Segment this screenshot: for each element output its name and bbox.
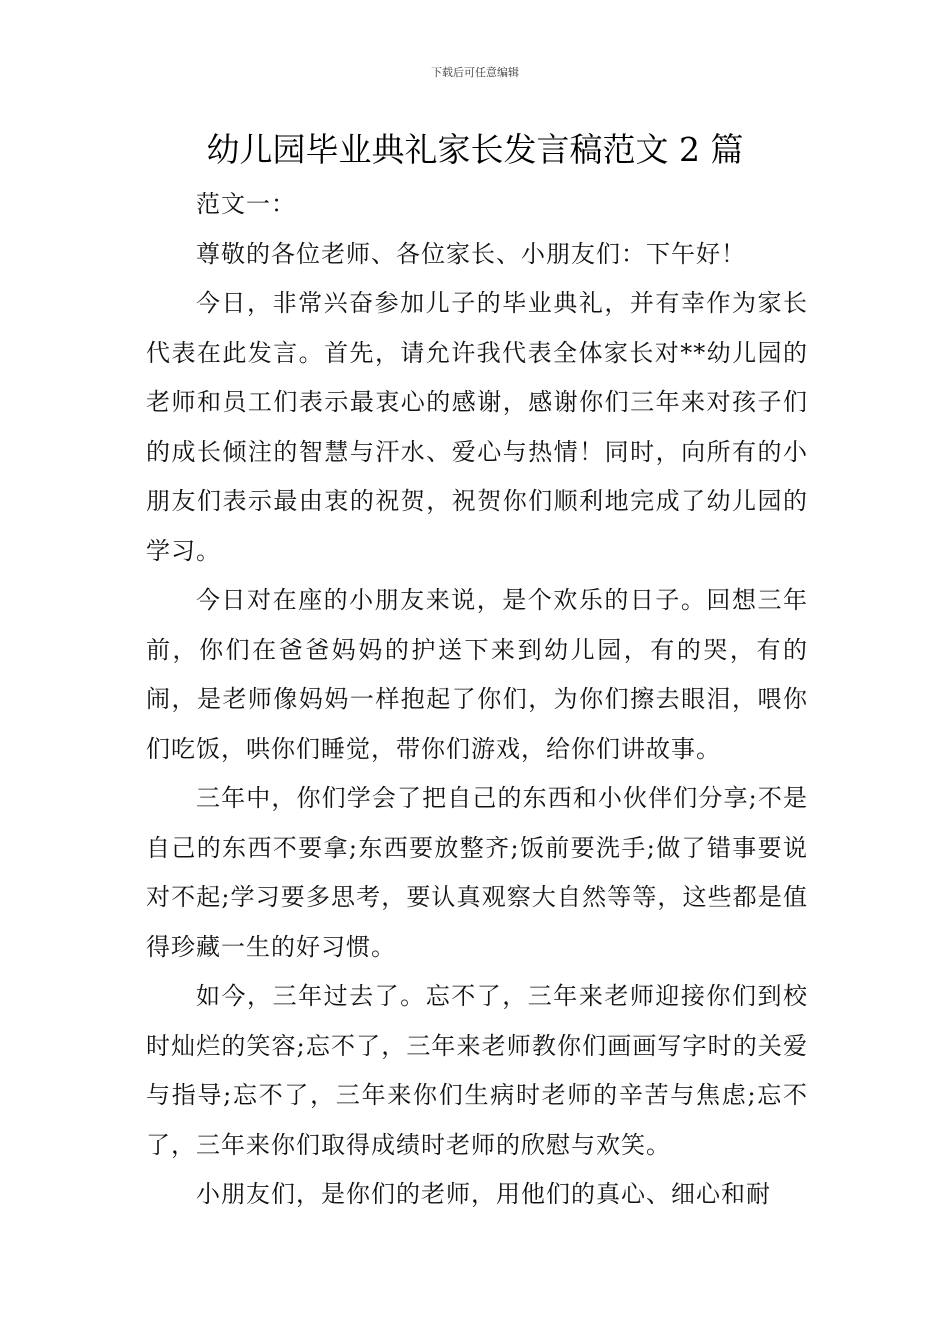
document-title: 幼儿园毕业典礼家长发言稿范文 2 篇 bbox=[206, 130, 744, 169]
paragraph: 小朋友们，是你们的老师，用他们的真心、细心和耐 bbox=[196, 1180, 771, 1208]
paragraph-greeting: 尊敬的各位老师、各位家长、小朋友们：下午好！ bbox=[196, 239, 746, 268]
paragraph: 今日对在座的小朋友来说，是个欢乐的日子。回想三年前，你们在爸爸妈妈的护送下来到幼儿园，有的哭，有的闹，是老师像妈妈一样抱起了你们，为你们擦去眼泪，喂你们吃饭，哄你们睡觉，带你们游戏，给你们讲故事。 bbox=[146, 586, 808, 763]
document-body bbox=[146, 180, 808, 1220]
paragraph: 今日，非常兴奋参加儿子的毕业典礼，并有幸作为家长代表在此发言。首先，请允许我代表全体家长对**幼儿园的老师和员工们表示最衷心的感谢，感谢你们三年来对孩子们的成长倾注的智慧与汗水、爱心与热情！同时，向所有的小朋友们表示最由衷的祝贺，祝贺你们顺利地完成了幼儿园的学习。 bbox=[146, 289, 808, 565]
paragraph: 如今，三年过去了。忘不了，三年来老师迎接你们到校时灿烂的笑容;忘不了，三年来老师教你们画画写字时的关爱与指导;忘不了，三年来你们生病时老师的辛苦与焦虑;忘不了，三年来你们取得成绩时老师的欣慰与欢笑。 bbox=[146, 982, 808, 1159]
paragraph-label: 范文一： bbox=[196, 190, 296, 218]
header-note: 下载后可任意编辑 bbox=[431, 66, 519, 79]
paragraph: 三年中，你们学会了把自己的东西和小伙伴们分享;不是自己的东西不要拿;东西要放整齐;饭前要洗手;做了错事要说对不起;学习要多思考，要认真观察大自然等等，这些都是值得珍藏一生的好习惯。 bbox=[146, 784, 808, 961]
